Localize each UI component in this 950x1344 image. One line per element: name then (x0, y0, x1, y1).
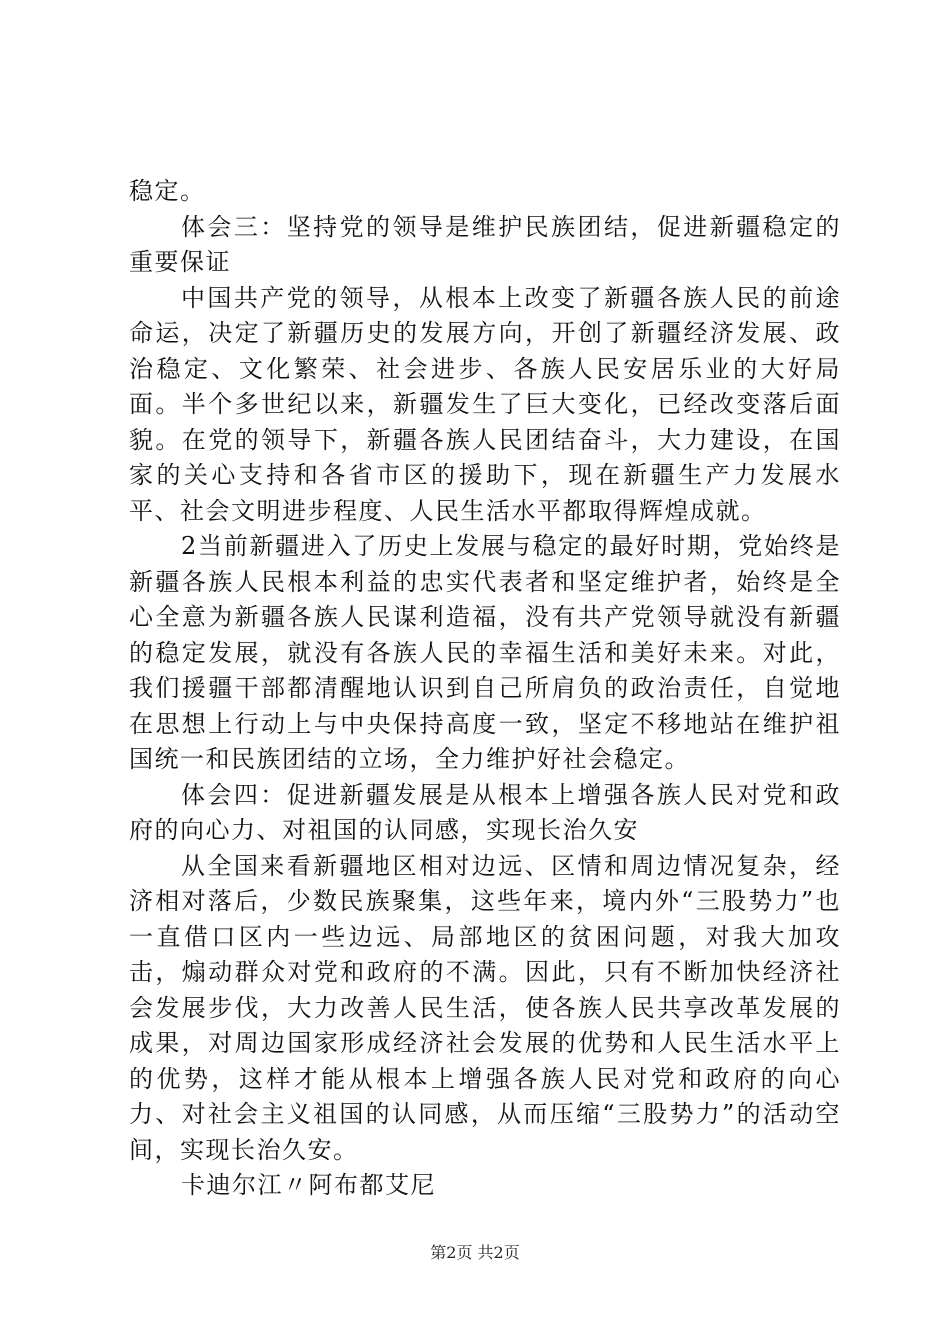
paragraph-current-period: 2当前新疆进入了历史上发展与稳定的最好时期，党始终是新疆各族人民根本利益的忠实代表者和坚定维护者，始终是全心全意为新疆各族人民谋利造福，没有共产党领导就没有新疆的稳定发展，就没有各族人民的幸福生活和美好未来。对此，我们援疆干部都清醒地认识到自己所肩负的政治责任，自觉地在思想上行动上与中央保持高度一致，坚定不移地站在维护祖国统一和民族团结的立场，全力维护好社会稳定。 (129, 532, 841, 773)
paragraph-continuation: 稳定。 (129, 177, 206, 205)
paragraph-party-leadership: 中国共产党的领导，从根本上改变了新疆各族人民的前途命运，决定了新疆历史的发展方向，开创了新疆经济发展、政治稳定、文化繁荣、社会进步、各族人民安居乐业的大好局面。半个多世纪以来，新疆发生了巨大变化，已经改变落后面貌。在党的领导下，新疆各族人民团结奋斗，大力建设，在国家的关心支持和各省市区的援助下，现在新疆生产力发展水平、社会文明进步程度、人民生活水平都取得辉煌成就。 (129, 283, 841, 525)
author-signature: 卡迪尔江〃阿布都艾尼 (181, 1171, 436, 1199)
paragraph-development: 从全国来看新疆地区相对边远、区情和周边情况复杂，经济相对落后，少数民族聚集，这些年来，境内外“三股势力”也一直借口区内一些边远、局部地区的贫困问题，对我大加攻击，煽动群众对党和政府的不满。因此，只有不断加快经济社会发展步伐，大力改善人民生活，使各族人民共享改革发展的成果，对周边国家形成经济社会发展的优势和人民生活水平上的优势，这样才能从根本上增强各族人民对党和政府的向心力、对社会主义祖国的认同感，从而压缩“三股势力”的活动空间，实现长治久安。 (129, 851, 841, 1164)
document-body (129, 174, 841, 1204)
page-number: 第2页 共2页 (430, 1243, 520, 1262)
heading-insight-three: 体会三：坚持党的领导是维护民族团结，促进新疆稳定的重要保证 (129, 212, 841, 276)
heading-insight-four: 体会四：促进新疆发展是从根本上增强各族人民对党和政府的向心力、对祖国的认同感，实现长治久安 (129, 780, 841, 844)
page-footer (0, 1243, 950, 1263)
